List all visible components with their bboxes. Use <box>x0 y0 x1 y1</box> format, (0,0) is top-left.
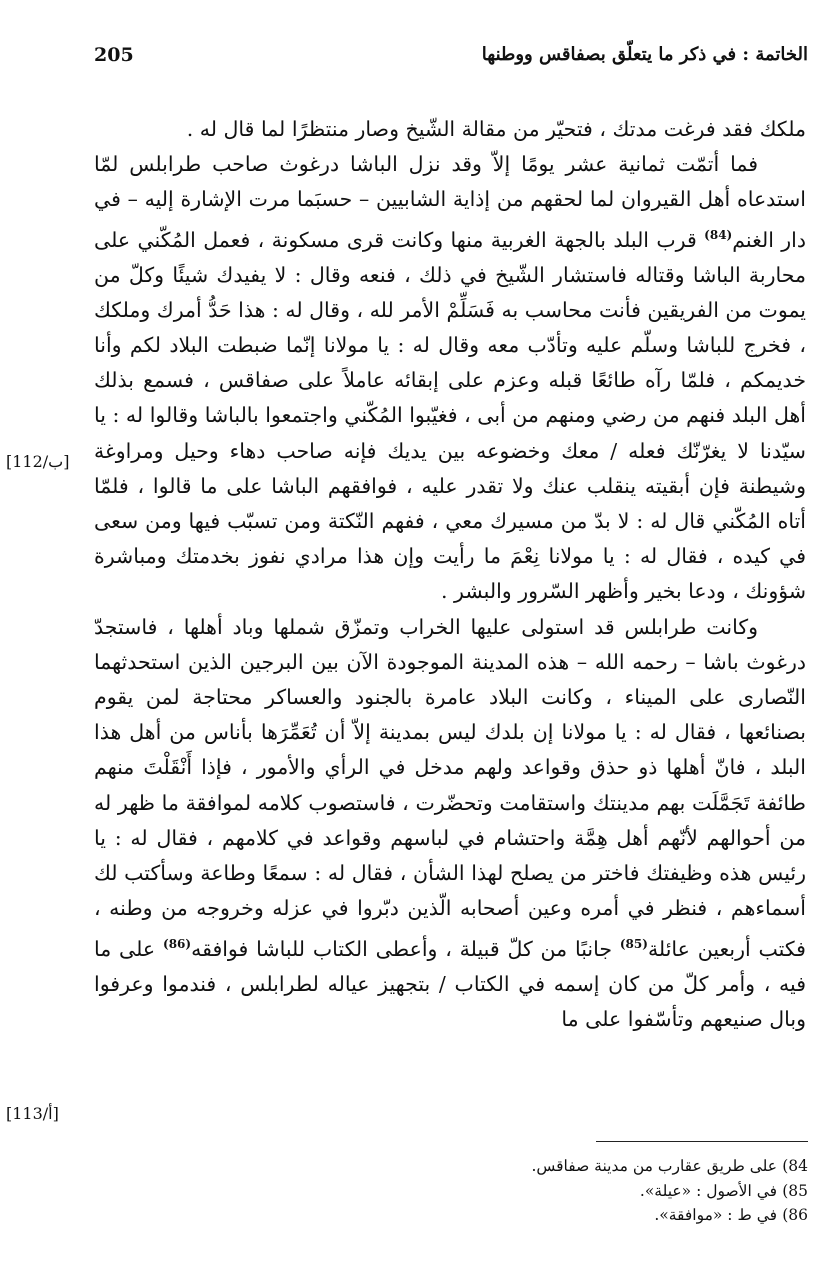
paragraph-text: على ما فيه ، وأمر كلّ من كان إسمه في الكتاب / بتجهيز عياله لطرابلس ، فندموا وعرفوا وبال صنيعهم وتأسّفوا على ما <box>94 936 806 1031</box>
page-number: 205 <box>94 44 134 66</box>
main-text <box>94 112 806 1037</box>
footnote-number: 85) <box>782 1181 808 1200</box>
footnote-text: على طريق عقارب من مدينة صفاقس. <box>531 1157 778 1175</box>
paragraph-text: وكانت طرابلس قد استولى عليها الخراب وتمزّق شملها وباد أهلها ، فاستجدّ درغوث باشا – رحمه الله – هذه المدينة الموجودة الآن بين البرجين الذين استحدثهما النّصارى على الميناء ، وكانت البلاد عامرة بالجنود والعساكر محتاجة لمن يقوم بصنائعها ، فقال له : يا مولانا إن بلدك ليس بمدينة إلاّ أن تُعَمِّرَها بأناس من أهل هذا البلد ، فانّ أهلها ذو حذق وقواعد ولهم مدخل في الرأي والأمور ، فإذا أَنْقَلْتَ منهم طائفة تَجَمَّلَت بهم مدينتك واستقامت وتحضّرت ، فاستصوب كلامه لموافقة ما ظهر له من أحوالهم لأنّهم أهل هِمَّة واحتشام في لباسهم وقواعد في كلامهم ، فقال له : يا رئيس هذه وظيفتك فاختر من يصلح لهذا الشأن ، فقال له : سمعًا وطاعة وسأكتب لك أسماءهم ، فنظر في أمره وعين أصحابه الّذين دبّروا في عزله وخروجه من وطنه ، فكتب أربعين عائلة <box>94 614 806 961</box>
footnote <box>388 1203 808 1228</box>
manuscript-folio-ref: [113/أ] <box>6 1104 59 1123</box>
footnotes <box>388 1154 808 1228</box>
footnote-text: في ط : «موافقة». <box>654 1206 778 1224</box>
paragraph <box>94 147 806 609</box>
footnote-number: 84) <box>782 1157 808 1175</box>
running-head <box>94 44 808 74</box>
footnote-divider <box>596 1141 808 1142</box>
paragraph-text: فما أتمّت ثمانية عشر يومًا إلاّ وقد نزل الباشا درغوث صاحب طرابلس لمّا استدعاه أهل القيروان لما لحقهم من إذاية الشابيين – حسبَما مرت الإشارة إليه – في دار الغنم <box>94 152 806 252</box>
paragraph-text: جانبًا من كلّ قبيلة ، وأعطى الكتاب للباشا فوافقه <box>191 936 613 961</box>
paragraph <box>94 112 806 147</box>
chapter-title: الخاتمة : في ذكر ما يتعلّق بصفاقس ووطنها <box>481 44 808 65</box>
manuscript-folio-ref: [112/ب] <box>6 452 70 471</box>
paragraph <box>94 610 806 1037</box>
footnote-marker[interactable]: (85) <box>619 936 648 951</box>
footnote <box>388 1154 808 1179</box>
paragraph-text: ملكك فقد فرغت مدتك ، فتحيّر من مقالة الشّيخ وصار منتظرًا لما قال له . <box>186 117 806 141</box>
footnote-marker[interactable]: (84) <box>704 227 733 242</box>
footnote <box>388 1179 808 1204</box>
footnote-text: في الأصول : «عيلة». <box>639 1181 778 1200</box>
footnote-marker[interactable]: (86) <box>163 936 192 951</box>
paragraph-text: قرب البلد بالجهة الغربية منها وكانت قرى مسكونة ، فعمل المُكّني على محاربة الباشا وقتاله فاستشار الشّيخ في ذلك ، فنعه وقال : لا يفيدك شيئًا وكلّ من يموت من الفريقين فأنت محاسب به فَسَلِّمْ الأمر لله ، وقال له : هذا حَدُّ أمرك وملكك ، فخرج للباشا وسلّم عليه وتأدّب معه وقال له : يا مولانا إنّما ضبطت البلاد لكم وأنا خديمكم ، فلمّا رآه طائعًا قبله وعزم على إبقائه عاملاً على صفاقس ، فسمع بذلك أهل البلد فنهم من رضي ومنهم من أبى ، فغيّبوا المُكّني واجتمعوا بالباشا وقالوا له : يا سيّدنا لا يغرّنّك فعله / معك وخضوعه بين يديك فإنه صاحب دهاء وحيل ومراوغة وشيطنة فإن أبقيته ينقلب عنك ولا تقدر عليه ، فوافقهم الباشا على ما قالوا ، فلمّا أتاه المُكّني قال له : لا بدّ من مسيرك معي ، ففهم النّكتة ومن تسبّب فيها ومن سعى في كيده ، فقال له : يا مولانا نِعْمَ ما رأيت وإن هذا مرادي نفوز بخدمتك ومباشرة شؤونك ، ودعا بخير وأظهر السّرور والبشر . <box>94 227 806 604</box>
footnote-number: 86) <box>782 1206 808 1224</box>
